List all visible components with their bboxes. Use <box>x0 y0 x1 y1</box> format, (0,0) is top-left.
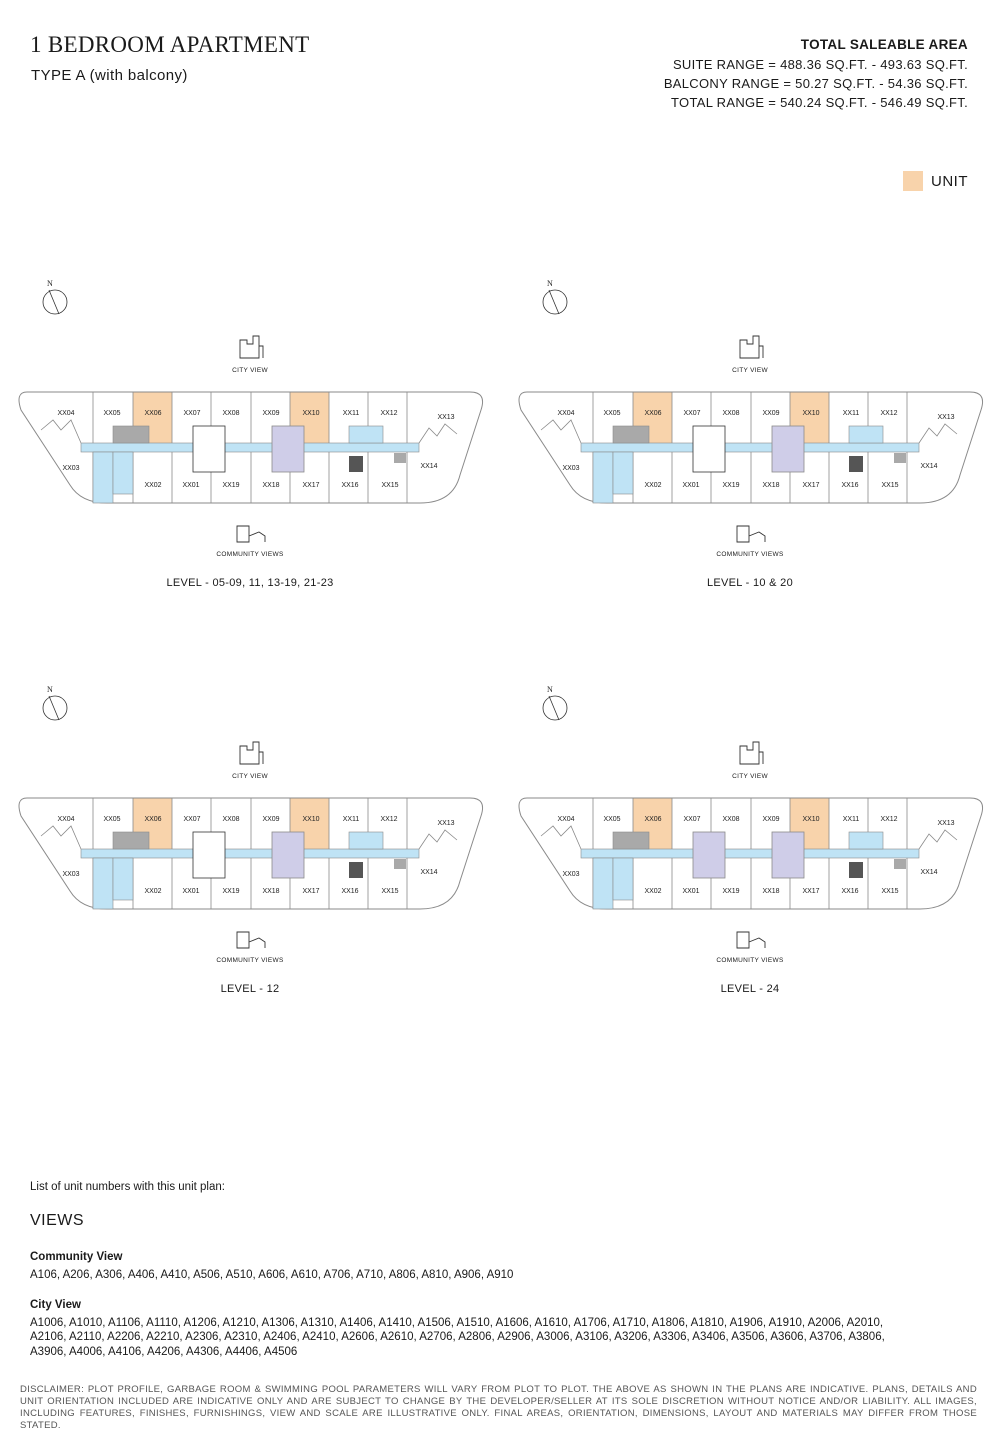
unit-label-xx04: XX04 <box>557 816 575 823</box>
community-views-label: COMMUNITY VIEWS <box>216 957 284 964</box>
lift-core <box>772 832 804 878</box>
unit-label-xx05: XX05 <box>103 816 121 823</box>
stairs-right <box>894 453 906 463</box>
legend <box>903 171 968 191</box>
unit-label-xx02: XX02 <box>144 888 162 895</box>
compass-needle <box>549 290 559 314</box>
compass-north-label: N <box>47 279 53 288</box>
unit-label-xx09: XX09 <box>762 816 780 823</box>
unit-label-xx19: XX19 <box>222 482 240 489</box>
page-title: 1 BEDROOM APARTMENT <box>30 32 310 57</box>
unit-label-xx11: XX11 <box>342 410 360 417</box>
city-view-label: CITY VIEW <box>232 367 268 374</box>
lobby-right <box>349 832 383 849</box>
unit-label-xx07: XX07 <box>183 816 201 823</box>
unit-label-xx19: XX19 <box>722 888 740 895</box>
compass-needle <box>49 696 59 720</box>
level-label: LEVEL - 12 <box>220 983 280 995</box>
unit-label-xx17: XX17 <box>802 888 820 895</box>
core-left-b <box>613 858 633 900</box>
core-left <box>593 858 613 909</box>
lift-core <box>272 426 304 472</box>
garbage-room <box>849 456 863 472</box>
unit-label-xx15: XX15 <box>881 888 899 895</box>
unit-list-intro: List of unit numbers with this unit plan: <box>30 1181 225 1193</box>
unit-label-xx05: XX05 <box>103 410 121 417</box>
community-views-label: COMMUNITY VIEWS <box>716 957 784 964</box>
unit-label-xx04: XX04 <box>57 410 75 417</box>
unit-label-xx05: XX05 <box>603 410 621 417</box>
balcony-left <box>41 826 81 849</box>
core-left <box>593 452 613 503</box>
unit-label-xx02: XX02 <box>644 482 662 489</box>
unit-label-xx14: XX14 <box>920 463 938 470</box>
unit-label-xx11: XX11 <box>842 410 860 417</box>
unit-label-xx16: XX16 <box>341 482 359 489</box>
unit-label-xx04: XX04 <box>57 816 75 823</box>
city-icon <box>240 742 263 764</box>
unit-label-xx10: XX10 <box>802 410 820 417</box>
balcony-left <box>541 420 581 443</box>
compass-icon <box>43 696 67 720</box>
garbage-room <box>349 862 363 878</box>
stairs-core <box>113 832 149 849</box>
unit-label-xx04: XX04 <box>557 410 575 417</box>
garbage-room <box>849 862 863 878</box>
lobby-right <box>349 426 383 443</box>
city-view-units: A1006, A1010, A1106, A1110, A1206, A1210, A1306, A1310, A1406, A1410, A1506, A1510, A1606, A1610, A1706, A1710, A1806, A1810, A1906, A1910, A2006, A2010, A2106, A2110, A2206, A2210, A2306, A2310, A2406, A2410, A2606, A2610, A2706, A2806, A2906, A3006, A3106, A3206, A3306, A3406, A3506, A3606, A3706, A3806, A3906, A4006, A4106, A4206, A4306, A4406, A4506 <box>30 1317 885 1358</box>
unit-label-xx01: XX01 <box>182 482 200 489</box>
unit-label-xx12: XX12 <box>380 410 398 417</box>
stairs-right <box>394 859 406 869</box>
community-views-label: COMMUNITY VIEWS <box>216 551 284 558</box>
balcony-range: BALCONY RANGE = 50.27 SQ.FT. - 54.36 SQ.FT. <box>663 76 968 91</box>
unit-label-xx08: XX08 <box>722 816 740 823</box>
city-view-label: CITY VIEW <box>732 773 768 780</box>
unit-label-xx08: XX08 <box>722 410 740 417</box>
community-icon <box>237 932 265 948</box>
corridor <box>581 443 919 452</box>
city-view-label: CITY VIEW <box>232 773 268 780</box>
compass-icon <box>543 290 567 314</box>
compass-needle <box>49 290 59 314</box>
compass-north-label: N <box>47 685 53 694</box>
unit-label-xx14: XX14 <box>920 869 938 876</box>
disclaimer: DISCLAIMER: PLOT PROFILE, GARBAGE ROOM & SWIMMING POOL PARAMETERS WILL VARY FROM PLOT TO PLOT. THE ABOVE AS SHOWN IN THE PLANS ARE INDICATIVE. PLANS, DETAILS AND UNIT ORIENTATION INCLUDED ARE INDICATIVE ONLY AND ARE SUBJECT TO CHANGE BY THE DEVELOPER/SELLER AT ITS SOLE DISCRETION WITHOUT NOTICE AND/OR LIABILITY. ALL IMAGES, INCLUDING FEATURES, FINISHES, FURNISHINGS, VIEW AND SCALE ARE ILLUSTRATIVE ONLY. FINAL AREAS, ORIENTATION, DIMENSIONS, LAYOUT AND MATERIALS MAY DIFFER FROM THOSE STATED. <box>20 1384 977 1431</box>
service-core <box>193 426 225 472</box>
lift-core <box>272 832 304 878</box>
unit-label-xx10: XX10 <box>302 816 320 823</box>
community-view-units: A106, A206, A306, A406, A410, A506, A510, A606, A610, A706, A710, A806, A810, A906, A910 <box>30 1269 514 1281</box>
compass-icon <box>543 696 567 720</box>
saleable-area-heading: TOTAL SALEABLE AREA <box>800 37 968 52</box>
unit-label-xx14: XX14 <box>420 869 438 876</box>
unit-label-xx16: XX16 <box>841 482 859 489</box>
unit-label-xx19: XX19 <box>722 482 740 489</box>
balcony-left <box>41 420 81 443</box>
community-views-label: COMMUNITY VIEWS <box>716 551 784 558</box>
unit-label-xx12: XX12 <box>880 410 898 417</box>
unit-label-xx06: XX06 <box>644 410 662 417</box>
unit-label-xx03: XX03 <box>562 871 580 878</box>
floor-plan-4 <box>515 676 985 1006</box>
community-view-heading: Community View <box>30 1251 123 1263</box>
balcony-right <box>419 830 457 849</box>
unit-label-xx06: XX06 <box>644 816 662 823</box>
city-view-heading: City View <box>30 1299 81 1311</box>
unit-label-xx07: XX07 <box>683 816 701 823</box>
compass-north-label: N <box>547 685 553 694</box>
unit-label-xx02: XX02 <box>644 888 662 895</box>
unit-label-xx08: XX08 <box>222 816 240 823</box>
unit-label-xx02: XX02 <box>144 482 162 489</box>
unit-label-xx18: XX18 <box>762 888 780 895</box>
unit-label-xx13: XX13 <box>937 820 955 827</box>
unit-label-xx09: XX09 <box>762 410 780 417</box>
suite-range: SUITE RANGE = 488.36 SQ.FT. - 493.63 SQ.FT. <box>672 57 968 72</box>
unit-label-xx19: XX19 <box>222 888 240 895</box>
lift-core <box>772 426 804 472</box>
unit-label-xx06: XX06 <box>144 410 162 417</box>
corridor <box>81 849 419 858</box>
community-icon <box>737 932 765 948</box>
city-view-label: CITY VIEW <box>732 367 768 374</box>
unit-label-xx18: XX18 <box>262 888 280 895</box>
unit-label-xx06: XX06 <box>144 816 162 823</box>
unit-label-xx01: XX01 <box>682 482 700 489</box>
unit-label-xx10: XX10 <box>302 410 320 417</box>
unit-label-xx09: XX09 <box>262 410 280 417</box>
unit-label-xx09: XX09 <box>262 816 280 823</box>
level-label: LEVEL - 10 & 20 <box>706 577 794 589</box>
floor-plan-1 <box>15 270 485 600</box>
balcony-right <box>419 424 457 443</box>
stairs-core <box>613 426 649 443</box>
unit-label-xx10: XX10 <box>802 816 820 823</box>
unit-label-xx05: XX05 <box>603 816 621 823</box>
legend-unit-swatch <box>903 171 923 191</box>
unit-label-xx17: XX17 <box>302 888 320 895</box>
community-icon <box>737 526 765 542</box>
balcony-left <box>541 826 581 849</box>
level-label: LEVEL - 05-09, 11, 13-19, 21-23 <box>166 577 334 589</box>
core-left <box>93 858 113 909</box>
stairs-right <box>394 453 406 463</box>
unit-label-xx01: XX01 <box>682 888 700 895</box>
garbage-room <box>349 456 363 472</box>
service-core <box>193 832 225 878</box>
city-icon <box>240 336 263 358</box>
unit-label-xx15: XX15 <box>881 482 899 489</box>
unit-label-xx03: XX03 <box>62 465 80 472</box>
lift-core-2 <box>693 832 725 878</box>
unit-label-xx11: XX11 <box>842 816 860 823</box>
balcony-right <box>919 830 957 849</box>
unit-label-xx08: XX08 <box>222 410 240 417</box>
unit-label-xx07: XX07 <box>683 410 701 417</box>
corridor <box>81 443 419 452</box>
unit-type-subtitle: TYPE A (with balcony) <box>31 67 188 84</box>
saleable-area-block <box>664 35 968 112</box>
unit-label-xx11: XX11 <box>342 816 360 823</box>
views-heading: VIEWS <box>30 1212 85 1229</box>
balcony-right <box>919 424 957 443</box>
unit-label-xx16: XX16 <box>841 888 859 895</box>
unit-label-xx01: XX01 <box>182 888 200 895</box>
unit-label-xx13: XX13 <box>937 414 955 421</box>
unit-label-xx16: XX16 <box>341 888 359 895</box>
stairs-core <box>613 832 649 849</box>
unit-label-xx15: XX15 <box>381 888 399 895</box>
unit-label-xx03: XX03 <box>62 871 80 878</box>
core-left <box>93 452 113 503</box>
city-icon <box>740 742 763 764</box>
total-range: TOTAL RANGE = 540.24 SQ.FT. - 546.49 SQ.FT. <box>671 95 968 110</box>
compass-icon <box>43 290 67 314</box>
unit-label-xx18: XX18 <box>262 482 280 489</box>
lobby-right <box>849 426 883 443</box>
core-left-b <box>113 858 133 900</box>
community-icon <box>237 526 265 542</box>
unit-label-xx13: XX13 <box>437 414 455 421</box>
unit-label-xx17: XX17 <box>802 482 820 489</box>
unit-label-xx13: XX13 <box>437 820 455 827</box>
lobby-right <box>849 832 883 849</box>
level-label: LEVEL - 24 <box>720 983 780 995</box>
city-icon <box>740 336 763 358</box>
floor-plan-3 <box>15 676 485 1006</box>
floor-plan-2 <box>515 270 985 600</box>
stairs-core <box>113 426 149 443</box>
unit-label-xx03: XX03 <box>562 465 580 472</box>
compass-needle <box>549 696 559 720</box>
unit-label-xx14: XX14 <box>420 463 438 470</box>
core-left-b <box>113 452 133 494</box>
compass-north-label: N <box>547 279 553 288</box>
service-core <box>693 426 725 472</box>
unit-label-xx12: XX12 <box>380 816 398 823</box>
corridor <box>581 849 919 858</box>
legend-unit-label: UNIT <box>931 172 968 190</box>
unit-label-xx18: XX18 <box>762 482 780 489</box>
unit-label-xx12: XX12 <box>880 816 898 823</box>
unit-label-xx17: XX17 <box>302 482 320 489</box>
unit-label-xx15: XX15 <box>381 482 399 489</box>
core-left-b <box>613 452 633 494</box>
stairs-right <box>894 859 906 869</box>
unit-label-xx07: XX07 <box>183 410 201 417</box>
